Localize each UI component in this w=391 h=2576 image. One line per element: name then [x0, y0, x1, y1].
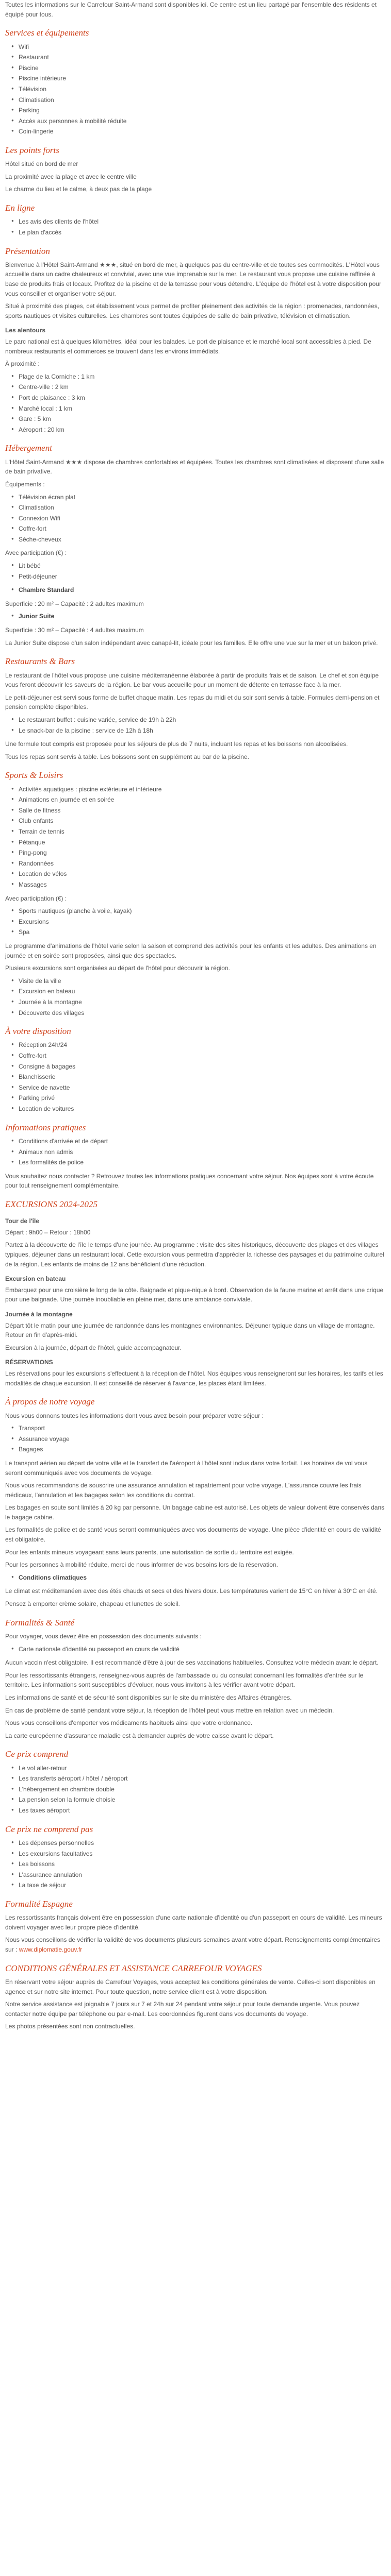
section-title-excludes: Ce prix ne comprend pas — [5, 1824, 93, 1834]
formalities-paragraph: Pour voyager, vous devez être en possession des documents suivants : — [5, 1632, 202, 1640]
list-item: ● Activités aquatiques : piscine extérieure et intérieure — [19, 785, 386, 794]
section-title-services-available: À votre disposition — [5, 1026, 71, 1037]
list-item: ● Location de vélos — [19, 869, 386, 879]
excludes-list — [5, 1838, 386, 1890]
section-title-conditions: CONDITIONS GÉNÉRALES ET ASSISTANCE CARREFOUR VOYAGES — [5, 1963, 262, 1973]
list-item: ● Ping-pong — [19, 848, 386, 858]
before-paragraph: Le climat est méditerranéen avec des étés chauds et secs et des hivers doux. Les températures varient de 15°C en hiver à 30°C en été. — [5, 1587, 378, 1595]
list-item: ● Parking privé — [19, 1093, 386, 1103]
list-item: ● Le snack-bar de la piscine : service de 12h à 18h — [19, 726, 386, 736]
room-list — [5, 612, 386, 621]
conditions-paragraph: Notre service assistance est joignable 7 jours sur 7 et 24h sur 24 pendant votre séjour pour toute demande urgente. Vous pouvez contacter notre équipe par téléphone ou par e-mail. Les coordonnées figurent dans vos documents de voyage. — [5, 2001, 360, 2018]
list-item: ● Massages — [19, 880, 386, 890]
excursion-paragraph: Embarquez pour une croisière le long de la côte. Baignade et pique-nique à bord. Observation de la faune marine et arrêt dans une crique pour une baignade. Une journée inoubliable en pleine mer, dans une ambiance conviviale. — [5, 1286, 384, 1303]
list-item: ● Port de plaisance : 3 km — [19, 393, 386, 403]
highlight-line: Hôtel situé en bord de mer — [5, 160, 78, 168]
list-item: ● Wifi — [19, 42, 386, 52]
formalities-paragraph: Aucun vaccin n'est obligatoire. Il est recommandé d'être à jour de ses vaccinations habituelles. Consultez votre médecin avant le départ. — [5, 1659, 379, 1667]
excursion-title: Tour de l'île — [5, 1217, 39, 1225]
list-item: ● Parking — [19, 106, 386, 115]
before-paragraph: Nous vous donnons toutes les informations dont vous avez besoin pour préparer votre séjour : — [5, 1412, 264, 1419]
list-item: ● Coffre-fort — [19, 524, 386, 534]
excursion-title: Journée à la montagne — [5, 1311, 73, 1318]
section-title-excursions: EXCURSIONS 2024-2025 — [5, 1199, 97, 1209]
formalities-list — [5, 1645, 386, 1654]
list-item: ● Bagages — [19, 1445, 386, 1454]
excursion-title: Excursion en bateau — [5, 1275, 66, 1283]
list-item: ● Transport — [19, 1423, 386, 1433]
formality-paragraph — [5, 1935, 386, 1954]
section-title-before: À propos de notre voyage — [5, 1397, 95, 1407]
price-list — [5, 906, 386, 937]
list-item: ● Le vol aller-retour — [19, 1764, 386, 1773]
before-sublist — [5, 1573, 386, 1583]
conditions-paragraph: Les photos présentées sont non contractuelles. — [5, 2023, 135, 2030]
room-name: ● Junior Suite — [19, 612, 386, 621]
sports-paragraph: Le programme d'animations de l'hôtel varie selon la saison et comprend des activités pour les enfants et les adultes. Des animations en journée et en soirée sont proposées, ainsi que des spectacles. — [5, 942, 377, 959]
excursions-list — [5, 976, 386, 1018]
list-item: ● Coffre-fort — [19, 1051, 386, 1061]
list-item: ● Spa — [19, 927, 386, 937]
includes-list — [5, 1764, 386, 1816]
room-name: ● Chambre Standard — [19, 585, 386, 595]
list-item: ● Lit bébé — [19, 561, 386, 571]
list-item: ● Marché local : 1 km — [19, 404, 386, 414]
list-item: ● Climatisation — [19, 503, 386, 513]
section-title-lodging: Hébergement — [5, 443, 52, 453]
section-title-sports: Sports & Loisirs — [5, 770, 63, 781]
restaurants-paragraph: Tous les repas sont servis à table. Les boissons sont en supplément au bar de la piscine. — [5, 753, 249, 760]
formalities-paragraph: La carte européenne d'assurance maladie est à demander auprès de votre caisse avant le départ. — [5, 1732, 274, 1739]
highlight-line: La proximité avec la plage et avec le centre ville — [5, 173, 137, 180]
restaurants-paragraph: Le petit-déjeuner est servi sous forme de buffet chaque matin. Les repas du midi et du soir sont servis à table. Formules demi-pension et pension complète disponibles. — [5, 693, 380, 711]
info-paragraph: Vous souhaitez nous contacter ? Retrouvez toutes les informations pratiques concernant votre séjour. Nos équipes sont à votre écoute pour tout renseignement complémentaire. — [5, 1172, 374, 1190]
before-paragraph: Le transport aérien au départ de votre ville et le transfert de l'aéroport à l'hôtel sont inclus dans votre forfait. Les horaires de vol vous seront communiqués avec vos documents de voyage. — [5, 1459, 368, 1477]
list-item: ● Climatisation — [19, 95, 386, 105]
restaurants-paragraph: Le restaurant de l'hôtel vous propose une cuisine méditerranéenne élaborée à partir de produits frais et de saison. Le chef et son équipe vous feront découvrir les saveurs de la région. Le bar vous accueille pour un moment de détente en terrasse face à la mer. — [5, 671, 379, 689]
section-title-includes: Ce prix comprend — [5, 1749, 69, 1759]
before-paragraph: Pensez à emporter crème solaire, chapeau et lunettes de soleil. — [5, 1600, 180, 1608]
list-item: ● Journée à la montagne — [19, 997, 386, 1007]
list-item: ● Sèche-cheveux — [19, 535, 386, 545]
list-item: ● Restaurant — [19, 53, 386, 62]
equipment-list — [5, 493, 386, 545]
list-item: ● Consigne à bagages — [19, 1062, 386, 1072]
list-item: ● La taxe de séjour — [19, 1880, 386, 1890]
section-title-services: Services et équipements — [5, 28, 89, 38]
list-item: ● Service de navette — [19, 1083, 386, 1093]
list-item: ● Télévision — [19, 84, 386, 94]
formalities-paragraph: Pour les ressortissants étrangers, renseignez-vous auprès de l'ambassade ou du consulat concernant les formalités d'entrée sur le territoire. Les informations sont susceptibles d'évoluer, nous vous invitons à les vérifier avant votre départ. — [5, 1671, 364, 1689]
list-item: ● Sports nautiques (planche à voile, kayak) — [19, 906, 386, 916]
section-title-presentation: Présentation — [5, 246, 50, 256]
excursion-paragraph: Les réservations pour les excursions s'effectuent à la réception de l'hôtel. Nos équipes vous renseigneront sur les horaires, les tarifs et les modalités de chaque excursion. Il est conseillé de réserver à l'avance, les places étant limitées. — [5, 1370, 383, 1387]
before-subtitle: ● Conditions climatiques — [19, 1573, 386, 1583]
excursion-paragraph: Départ tôt le matin pour une journée de randonnée dans les montagnes environnantes. Déjeuner typique dans un village de montagne. Retour en fin d'après-midi. — [5, 1321, 375, 1339]
presentation-subtitle: Les alentours — [5, 327, 46, 334]
excursion-paragraph: Partez à la découverte de l'île le temps d'une journée. Au programme : visite des sites historiques, découverte des plages et des villages typiques, déjeuner dans un restaurant local. Cette excursion vous permettra d'apprécier la richesse des paysages et du patrimoine culturel de la région. Les enfants de moins de 12 ans bénéficient d'une réduction. — [5, 1241, 384, 1268]
list-item: ● Blanchisserie — [19, 1072, 386, 1082]
list-item: ● Assurance voyage — [19, 1434, 386, 1444]
list-item: ● Excursions — [19, 917, 386, 927]
room-capacity: Superficie : 20 m² – Capacité : 2 adultes maximum — [5, 600, 144, 607]
list-item: ● Le restaurant buffet : cuisine variée, service de 19h à 22h — [19, 715, 386, 725]
list-item: ● Terrain de tennis — [19, 827, 386, 837]
presentation-paragraph: Bienvenue à l'Hôtel Saint-Armand ★★★, situé en bord de mer, à quelques pas du centre-ville et de toutes ses commodités. L'Hôtel vous accueille dans un cadre chaleureux et convivial, avec une vue imprenable sur la mer. Le restaurant vous propose une cuisine raffinée à base de produits frais et locaux. Profitez de la piscine et de la terrasse pour vous détendre. L'équipe de l'hôtel est à votre disposition pour vous conseiller et organiser votre séjour. — [5, 261, 382, 297]
near-list — [5, 372, 386, 435]
list-item: ● Excursion en bateau — [19, 987, 386, 996]
section-title-info: Informations pratiques — [5, 1122, 86, 1132]
section-title-restaurants: Restaurants & Bars — [5, 656, 75, 667]
list-item: ● Conditions d'arrivée et de départ — [19, 1137, 386, 1146]
list-item[interactable]: ● Le plan d'accès — [19, 228, 386, 238]
list-item: ● Piscine intérieure — [19, 74, 386, 83]
list-item: ● Les boissons — [19, 1859, 386, 1869]
list-item: ● Coin-lingerie — [19, 127, 386, 137]
list-item: ● Les excursions facultatives — [19, 1849, 386, 1859]
online-list — [5, 217, 386, 237]
list-item: ● Connexion Wifi — [19, 514, 386, 523]
section-title-formalities: Formalités & Santé — [5, 1617, 75, 1628]
formality-text: Nous vous conseillons de vérifier la validité de vos documents plusieurs semaines avant votre départ. Renseignements complémentaires sur : — [5, 1936, 381, 1954]
list-item: ● L'assurance annulation — [19, 1870, 386, 1880]
section-title-highlights: Les points forts — [5, 145, 59, 155]
diplomatie-link[interactable]: www.diplomatie.gouv.fr — [19, 1946, 83, 1954]
list-item: ● Plage de la Corniche : 1 km — [19, 372, 386, 382]
list-item: ● Gare : 5 km — [19, 414, 386, 424]
before-list — [5, 1423, 386, 1454]
list-item: ● Club enfants — [19, 816, 386, 826]
list-item: ● Animations en journée et en soirée — [19, 795, 386, 805]
list-item: ● Découverte des villages — [19, 1008, 386, 1018]
before-paragraph: Les bagages en soute sont limités à 20 kg par personne. Un bagage cabine est autorisé. Les objets de valeur doivent être conservés dans le bagage cabine. — [5, 1504, 385, 1521]
sports-list — [5, 785, 386, 890]
restaurants-list — [5, 715, 386, 735]
list-item: ● Réception 24h/24 — [19, 1040, 386, 1050]
list-item: ● Télévision écran plat — [19, 493, 386, 502]
presentation-paragraph: Le parc national est à quelques kilomètres, idéal pour les balades. Le port de plaisance et le marché local sont accessibles à pied. De nombreux restaurants et commerces se trouvent dans les environs immédiats. — [5, 338, 371, 355]
list-item: ● Petit-déjeuner — [19, 572, 386, 582]
list-item: ● Les transferts aéroport / hôtel / aéroport — [19, 1774, 386, 1784]
list-item[interactable]: ● Les avis des clients de l'hôtel — [19, 217, 386, 227]
price-list — [5, 561, 386, 581]
section-title-online: En ligne — [5, 203, 35, 213]
excursion-paragraph: Départ : 9h00 – Retour : 18h00 — [5, 1228, 91, 1236]
room-list — [5, 585, 386, 595]
list-item: ● Centre-ville : 2 km — [19, 382, 386, 392]
services-list — [5, 42, 386, 137]
info-list — [5, 1137, 386, 1167]
section-title-formality-spain: Formalité Espagne — [5, 1899, 73, 1909]
list-item: ● Les taxes aéroport — [19, 1806, 386, 1816]
before-paragraph: Pour les personnes à mobilité réduite, merci de nous informer de vos besoins lors de la réservation. — [5, 1561, 278, 1569]
excursion-paragraph: Excursion à la journée, départ de l'hôtel, guide accompagnateur. — [5, 1344, 182, 1351]
list-item: ● Accès aux personnes à mobilité réduite — [19, 116, 386, 126]
near-label: À proximité : — [5, 360, 40, 368]
formalities-paragraph: En cas de problème de santé pendant votre séjour, la réception de l'hôtel peut vous mettre en relation avec un médecin. — [5, 1706, 334, 1714]
presentation-paragraph: Situé à proximité des plages, cet établissement vous permet de profiter pleinement des activités de la région : promenades, randonnées, sports nautiques et visites culturelles. Les chambres sont toutes équipées de salle de bain privative, télévision et climatisation. — [5, 302, 380, 319]
list-item: ● Visite de la ville — [19, 976, 386, 986]
list-item: ● Randonnées — [19, 859, 386, 869]
lodging-paragraph: L'Hôtel Saint-Armand ★★★ dispose de chambres confortables et équipées. Toutes les chambres sont climatisées et disposent d'une salle de bain privative. — [5, 458, 384, 476]
excursion-title: RÉSERVATIONS — [5, 1359, 53, 1366]
list-item: ● Les dépenses personnelles — [19, 1838, 386, 1848]
equipment-label: Équipements : — [5, 480, 45, 488]
list-item: ● Piscine — [19, 63, 386, 73]
formality-paragraph: Les ressortissants français doivent être en possession d'une carte nationale d'identité ou d'un passeport en cours de validité. Les mineurs doivent voyager avec leur propre pièce d'identité. — [5, 1914, 382, 1931]
list-item: ● Les formalités de police — [19, 1158, 386, 1167]
list-item: ● Pétanque — [19, 838, 386, 848]
intro-text: Toutes les informations sur le Carrefour Saint-Armand sont disponibles ici. Ce centre est un lieu partagé par l'ensemble des résidents et équipé pour tous. — [5, 1, 377, 18]
before-paragraph: Pour les enfants mineurs voyageant sans leurs parents, une autorisation de sortie du territoire est exigée. — [5, 1548, 294, 1556]
highlight-line: Le charme du lieu et le calme, à deux pas de la plage — [5, 185, 152, 193]
room-capacity: Superficie : 30 m² – Capacité : 4 adultes maximum — [5, 626, 144, 634]
list-item: ● Carte nationale d'identité ou passeport en cours de validité — [19, 1645, 386, 1654]
price-label: Avec participation (€) : — [5, 549, 67, 557]
list-item: ● L'hébergement en chambre double — [19, 1785, 386, 1794]
list-item: ● La pension selon la formule choisie — [19, 1795, 386, 1805]
conditions-paragraph: En réservant votre séjour auprès de Carrefour Voyages, vous acceptez les conditions générales de vente. Celles-ci sont disponibles en agence et sur notre site internet. Pour toute question, notre service client est à votre disposition. — [5, 1978, 376, 1995]
restaurants-paragraph: Une formule tout compris est proposée pour les séjours de plus de 7 nuits, incluant les repas et les boissons non alcoolisées. — [5, 740, 348, 748]
before-paragraph: Nous vous recommandons de souscrire une assurance annulation et rapatriement pour votre voyage. L'assurance couvre les frais médicaux, l'annulation et les bagages selon les conditions du contrat. — [5, 1482, 362, 1499]
price-label: Avec participation (€) : — [5, 894, 67, 902]
sports-paragraph: Plusieurs excursions sont organisées au départ de l'hôtel pour découvrir la région. — [5, 964, 230, 972]
list-item: ● Aéroport : 20 km — [19, 425, 386, 435]
list-item: ● Location de voitures — [19, 1104, 386, 1114]
available-list — [5, 1040, 386, 1113]
lodging-paragraph: La Junior Suite dispose d'un salon indépendant avec canapé-lit, idéale pour les familles. Elle offre une vue sur la mer et un balcon privé. — [5, 639, 378, 647]
list-item: ● Animaux non admis — [19, 1147, 386, 1157]
formalities-paragraph: Nous vous conseillons d'emporter vos médicaments habituels ainsi que votre ordonnance. — [5, 1719, 253, 1727]
before-paragraph: Les formalités de police et de santé vous seront communiquées avec vos documents de voyage. Une pièce d'identité en cours de validité est obligatoire. — [5, 1526, 381, 1544]
formalities-paragraph: Les informations de santé et de sécurité sont disponibles sur le site du ministère des Affaires étrangères. — [5, 1693, 292, 1701]
list-item: ● Salle de fitness — [19, 806, 386, 816]
